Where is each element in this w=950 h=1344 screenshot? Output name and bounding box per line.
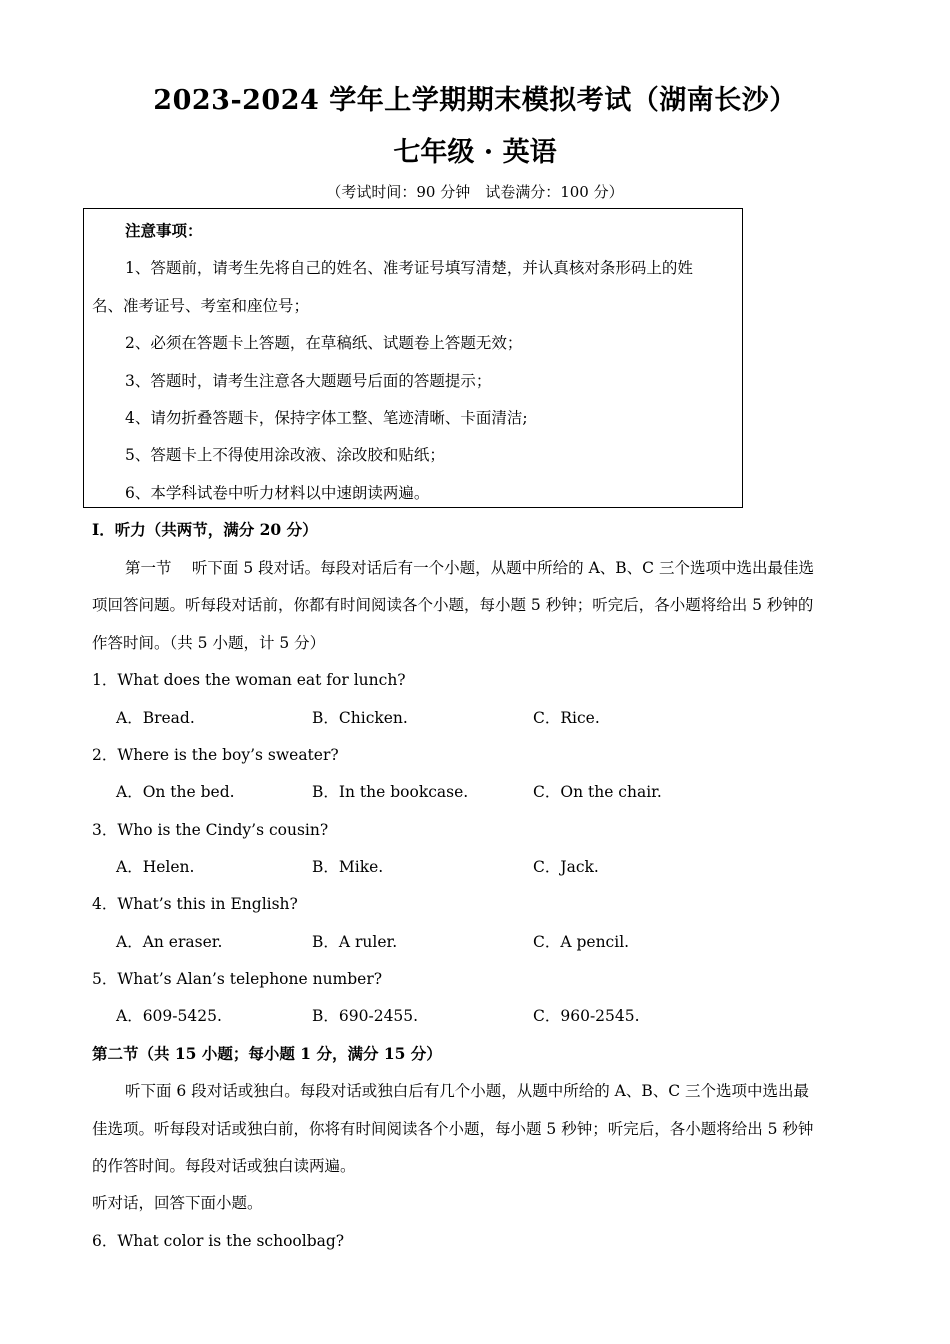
listening-instruction: 听对话，回答下面小题。 [92,1194,263,1212]
question-1: 1．What does the woman eat for lunch? [92,671,406,689]
section-1-instructions-line-1: 第一节 听下面 5 段对话。每段对话后有一个小题，从题中所给的 A、B、C 三个选项中选出最佳选 [125,559,814,577]
section-2-instructions-line-3: 的作答时间。每段对话或独白读两遍。 [92,1157,356,1175]
notice-item-1-line-1: 1、答题前，请考生先将自己的姓名、准考证号填写清楚，并认真核对条形码上的姓 [125,259,693,277]
question-6: 6．What color is the schoolbag? [92,1232,345,1250]
section-2-instructions-line-1: 听下面 6 段对话或独白。每段对话或独白后有几个小题，从题中所给的 A、B、C 三个选项中选出最 [125,1082,810,1100]
question-4-option-b: B．A ruler. [312,933,398,951]
question-1-option-b: B．Chicken. [312,709,408,727]
section-1-heading: I．听力（共两节，满分 20 分） [92,520,318,539]
notice-item-3: 3、答题时，请考生注意各大题题号后面的答题提示； [125,372,492,390]
section-1-instructions-line-3: 作答时间。（共 5 小题，计 5 分） [92,634,326,652]
question-3-option-b: B．Mike. [312,858,384,876]
question-2-option-b: B．In the bookcase. [312,783,469,801]
question-5: 5．What’s Alan’s telephone number? [92,970,383,988]
section-2-heading: 第二节（共 15 小题；每小题 1 分，满分 15 分） [92,1044,442,1063]
notice-heading: 注意事项： [125,221,203,240]
notice-item-6: 6、本学科试卷中听力材料以中速朗读两遍。 [125,484,430,502]
question-4-option-a: A．An eraser. [116,933,223,951]
notice-item-5: 5、答题卡上不得使用涂改液、涂改胶和贴纸； [125,446,445,464]
question-1-option-a: A．Bread. [116,709,195,727]
question-3: 3．Who is the Cindy’s cousin? [92,821,329,839]
question-2: 2．Where is the boy’s sweater? [92,746,339,764]
notice-item-4: 4、请勿折叠答题卡，保持字体工整、笔迹清晰、卡面清洁; [125,409,528,427]
question-4-option-c: C．A pencil. [533,933,630,951]
question-5-option-c: C．960-2545. [533,1007,640,1025]
question-3-option-a: A．Helen. [116,858,195,876]
question-2-option-c: C．On the chair. [533,783,662,801]
question-3-option-c: C．Jack. [533,858,599,876]
question-4: 4．What’s this in English? [92,895,298,913]
question-1-option-c: C．Rice. [533,709,600,727]
notice-item-2: 2、必须在答题卡上答题，在草稿纸、试题卷上答题无效； [125,334,523,352]
question-2-option-a: A．On the bed. [116,783,235,801]
exam-info: （考试时间：90 分钟 试卷满分：100 分） [326,183,624,201]
notice-item-1-line-2: 名、准考证号、考室和座位号； [92,297,310,315]
section-2-instructions-line-2: 佳选项。听每段对话或独白前，你将有时间阅读各个小题，每小题 5 秒钟；听完后，各小题将给出 5 秒钟 [92,1120,814,1138]
question-5-option-b: B．690-2455. [312,1007,419,1025]
question-5-option-a: A．609-5425. [116,1007,222,1025]
page-subtitle: 七年级 · 英语 [393,137,557,168]
page-title: 2023-2024 学年上学期期末模拟考试（湖南长沙） [153,85,797,116]
section-1-instructions-line-2: 项回答问题。听每段对话前，你都有时间阅读各个小题，每小题 5 秒钟；听完后，各小题将给出 5 秒钟的 [92,596,814,614]
